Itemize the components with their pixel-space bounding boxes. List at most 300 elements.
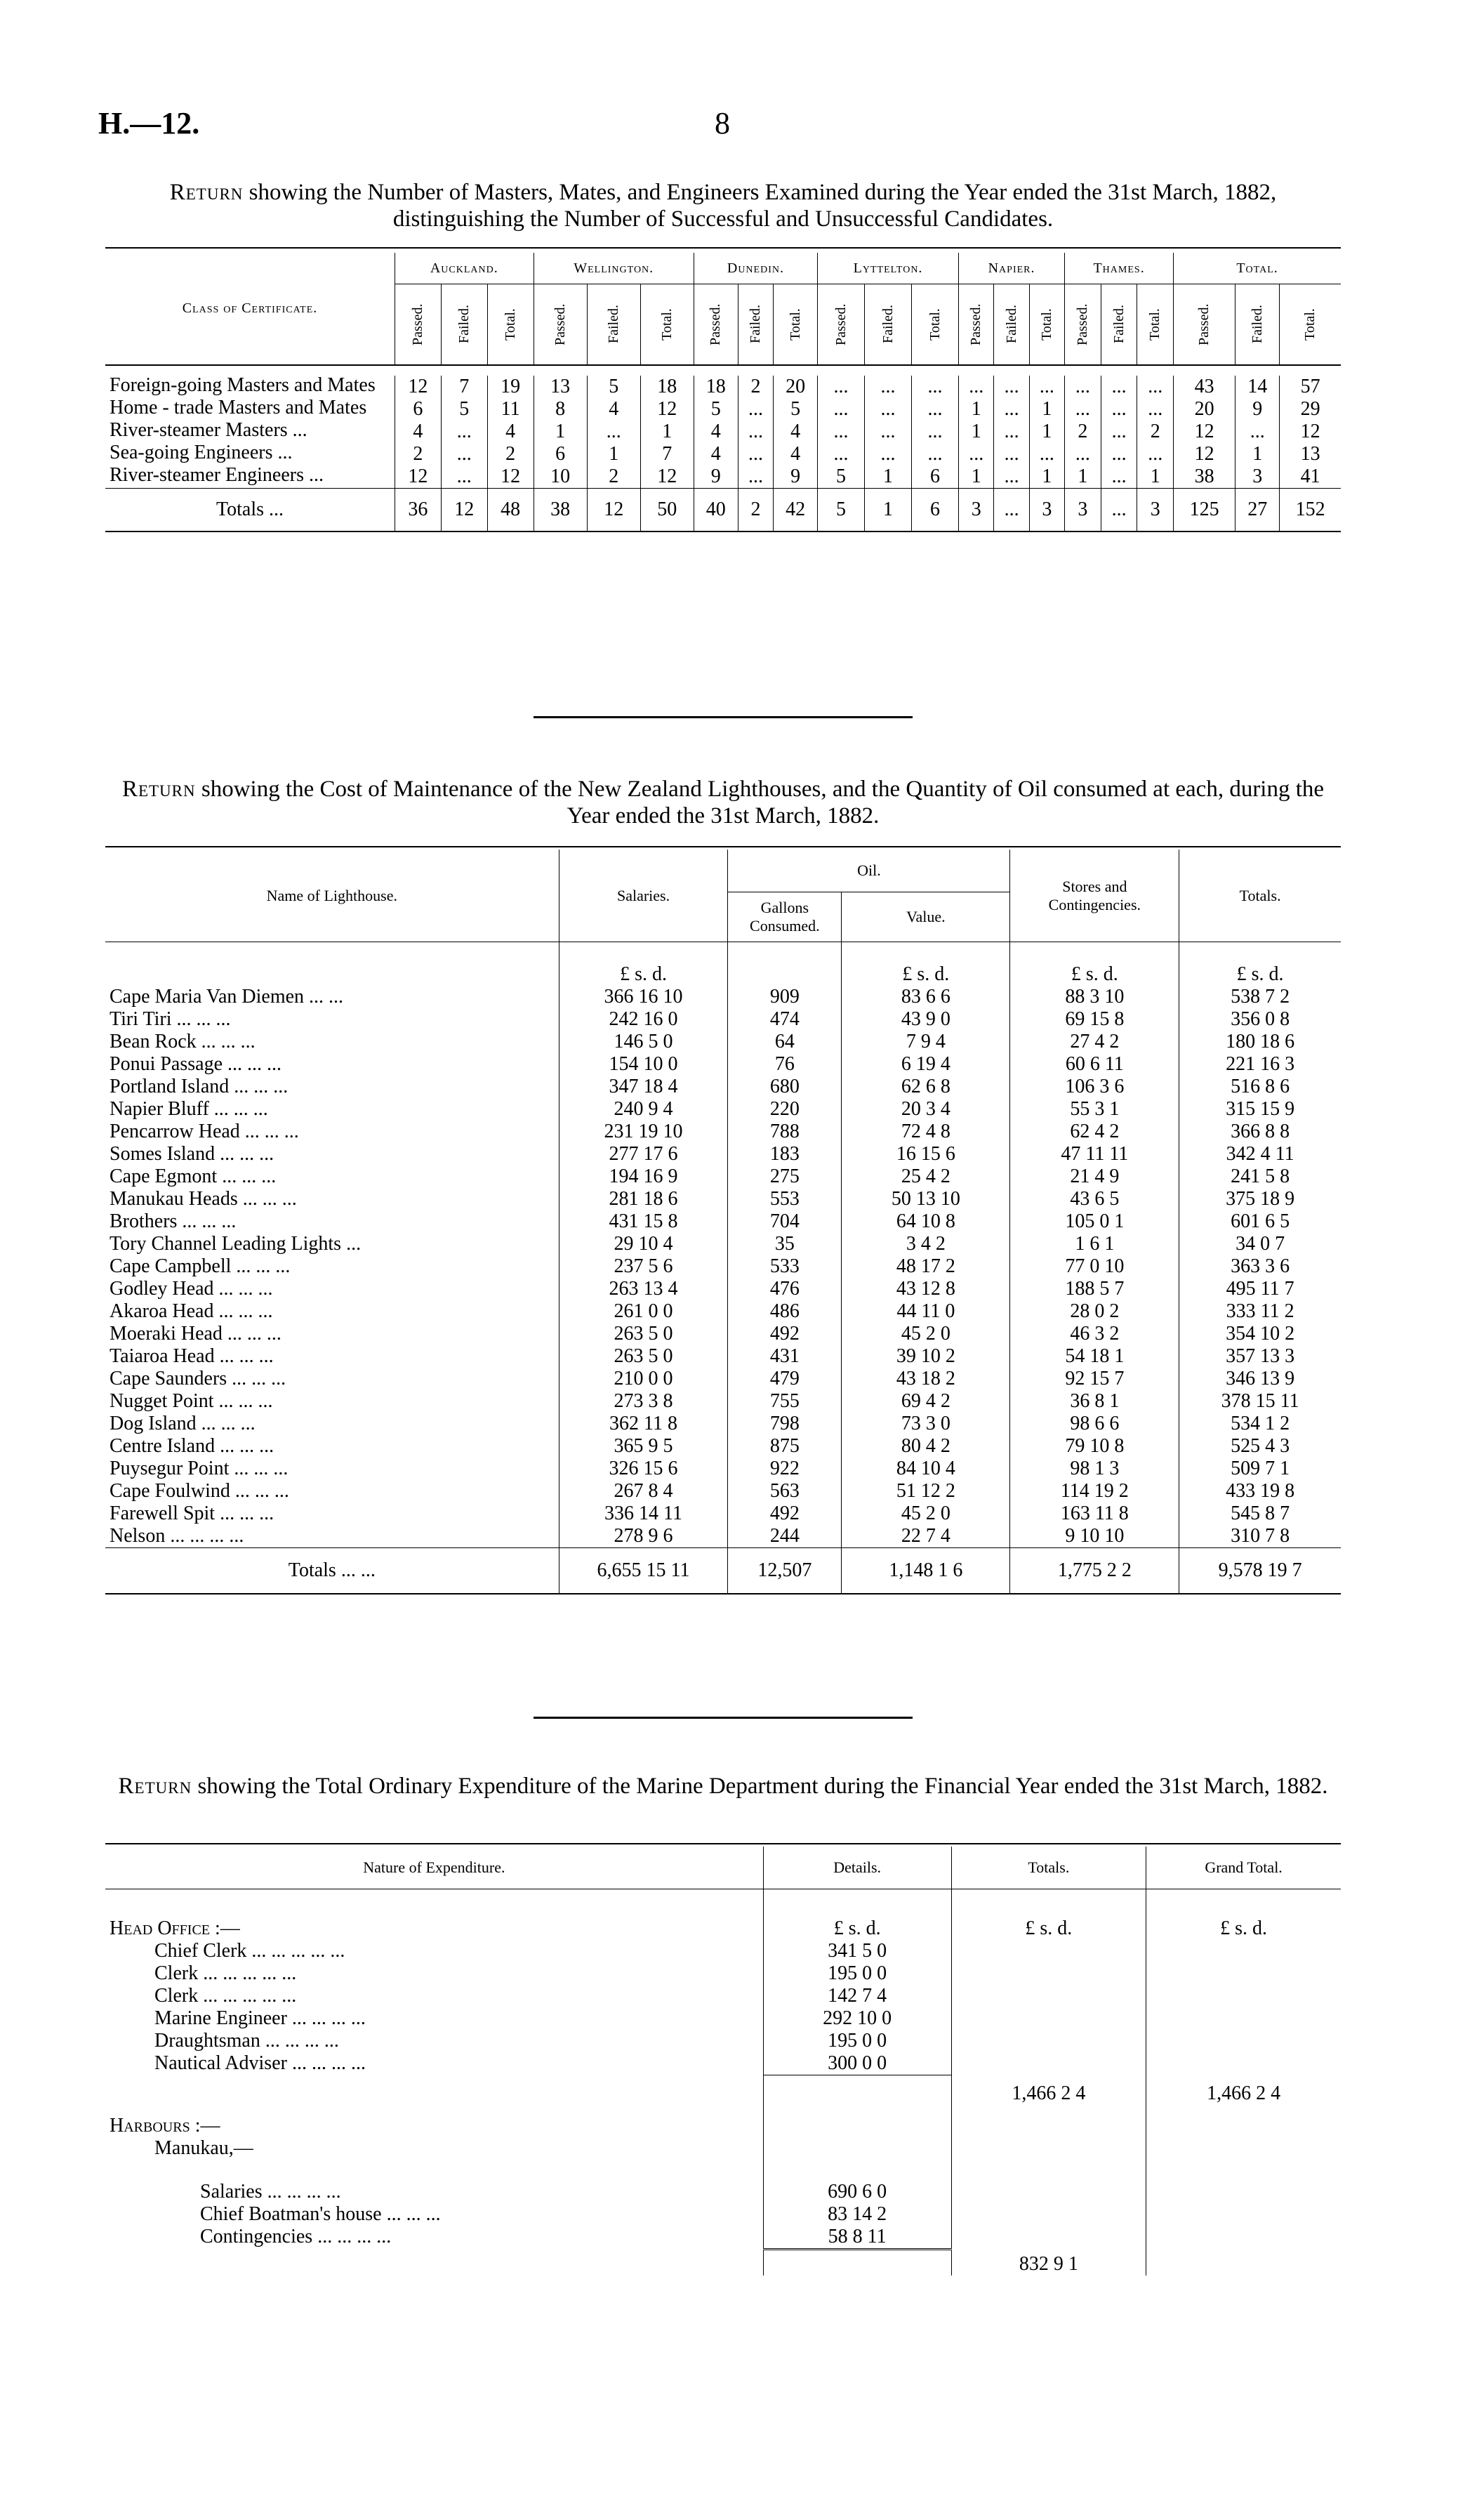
head-office-total-row (105, 2075, 1341, 2105)
oil-value-cell: 39 10 2 (842, 1345, 1010, 1368)
salaries-cell: 263 5 0 (559, 1345, 728, 1368)
salaries-cell: 240 9 4 (559, 1098, 728, 1121)
table-row (105, 1940, 1341, 1962)
sub-header (1101, 284, 1137, 366)
cell: ... (1101, 398, 1137, 421)
cell: 4 (587, 398, 640, 421)
expense-label: Clerk ... ... ... ... ... (154, 1985, 297, 2007)
cell: 8 (534, 398, 587, 421)
sub-header (774, 284, 818, 366)
table-row (105, 1368, 1341, 1390)
stores-cell: 60 6 11 (1010, 1053, 1179, 1076)
oil-value-cell: 16 15 6 (842, 1143, 1010, 1166)
sub-header (395, 284, 442, 366)
blank (1146, 2030, 1341, 2052)
table-row (105, 2052, 1341, 2075)
cell: 1 (865, 465, 912, 489)
stores-cell: 188 5 7 (1010, 1278, 1179, 1300)
total-cell: 538 7 2 (1179, 986, 1341, 1008)
sub-header (640, 284, 694, 366)
cell: ... (738, 421, 773, 443)
stores-cell: 36 8 1 (1010, 1390, 1179, 1413)
cell: 19 (487, 376, 534, 398)
stores-cell: 77 0 10 (1010, 1255, 1179, 1278)
table-row (105, 1458, 1341, 1480)
table-row (105, 1076, 1341, 1098)
cell: ... (1029, 443, 1064, 465)
sub-header-text: Passed. (968, 303, 984, 345)
cell: 14 (1235, 376, 1280, 398)
sub-header (1029, 284, 1064, 366)
totals-header: Totals. (951, 1847, 1146, 1889)
harbours-total: 832 9 1 (951, 2249, 1146, 2276)
class-label: River-steamer Engineers ... (110, 464, 324, 486)
cell: 18 (640, 376, 694, 398)
salaries-cell: 154 10 0 (559, 1053, 728, 1076)
cell: ... (959, 443, 994, 465)
sub-header-text: Total. (927, 308, 943, 341)
blank (1146, 2203, 1341, 2226)
blank (951, 2052, 1146, 2075)
lighthouse-name: Cape Egmont ... ... ... (110, 1166, 277, 1187)
details-cell: 300 0 0 (763, 2052, 951, 2075)
table-row (105, 1255, 1341, 1278)
sub-header-text: Failed. (1111, 305, 1127, 344)
totals-row (105, 489, 1341, 532)
table-row (105, 1143, 1341, 1166)
manukau-row (105, 2137, 1341, 2160)
sub-header-text: Passed. (1074, 303, 1090, 345)
table-row (105, 1413, 1341, 1435)
total-cell: 12,507 (728, 1548, 842, 1594)
stores-cell: 27 4 2 (1010, 1031, 1179, 1053)
lighthouse-name: Portland Island ... ... ... (110, 1076, 289, 1097)
blank (951, 2105, 1146, 2137)
cell: 1 (1029, 398, 1064, 421)
cell: ... (912, 421, 959, 443)
sub-header-text: Passed. (1196, 303, 1212, 345)
cell: 2 (1065, 421, 1101, 443)
table-row (105, 1985, 1341, 2007)
salaries-cell: 365 9 5 (559, 1435, 728, 1458)
gallons-cell: 220 (728, 1098, 842, 1121)
port-header: Napier. (959, 253, 1065, 284)
cell: 12 (395, 376, 442, 398)
gallons-cell: 755 (728, 1390, 842, 1413)
blank (951, 2137, 1146, 2160)
sub-header-text: Passed. (552, 303, 568, 345)
totals-label: Totals ... ... (105, 1548, 559, 1594)
blank (1146, 1962, 1341, 1985)
cell: 29 (1280, 398, 1341, 421)
oil-value-cell: 22 7 4 (842, 1525, 1010, 1548)
expense-label: Nautical Adviser ... ... ... ... (154, 2052, 366, 2074)
stores-cell: 1 6 1 (1010, 1233, 1179, 1255)
cell: 12 (395, 465, 442, 489)
stores-cell: 69 15 8 (1010, 1008, 1179, 1031)
cell: ... (1065, 443, 1101, 465)
sub-header-text: Failed. (1003, 305, 1019, 344)
cell: 1 (1065, 465, 1101, 489)
oil-value-cell: 3 4 2 (842, 1233, 1010, 1255)
table-row (105, 1503, 1341, 1525)
oil-value-cell: 25 4 2 (842, 1166, 1010, 1188)
cell: 1 (959, 398, 994, 421)
salaries-cell: 366 16 10 (559, 986, 728, 1008)
salaries-cell: 362 11 8 (559, 1413, 728, 1435)
details-cell: 341 5 0 (763, 1940, 951, 1962)
sub-header-text: Total. (502, 308, 518, 341)
gallons-cell: 922 (728, 1458, 842, 1480)
lighthouse-name: Akaroa Head ... ... ... (110, 1300, 273, 1322)
lighthouse-name: Brothers ... ... ... (110, 1210, 237, 1232)
table-row (105, 1053, 1341, 1076)
expense-label: Clerk ... ... ... ... ... (154, 1962, 297, 1984)
table-row (105, 1435, 1341, 1458)
total-cell: 12 (441, 489, 487, 532)
nature-header: Nature of Expenditure. (105, 1847, 763, 1889)
salaries-cell: 431 15 8 (559, 1210, 728, 1233)
cell: ... (959, 376, 994, 398)
total-cell: 9,578 19 7 (1179, 1548, 1341, 1594)
sub-header (441, 284, 487, 366)
cell: 12 (640, 398, 694, 421)
sub-header (487, 284, 534, 366)
cell: 9 (694, 465, 738, 489)
total-cell: 221 16 3 (1179, 1053, 1341, 1076)
blank (1146, 2226, 1341, 2250)
cell: 38 (1174, 465, 1235, 489)
salaries-cell: 242 16 0 (559, 1008, 728, 1031)
lighthouse-name: Pencarrow Head ... ... ... (110, 1121, 299, 1142)
cell: ... (1137, 443, 1174, 465)
lighthouse-name: Taiaroa Head ... ... ... (110, 1345, 274, 1367)
total-cell: 509 7 1 (1179, 1458, 1341, 1480)
lighthouse-name: Nelson ... ... ... ... (110, 1525, 244, 1547)
cell: 2 (395, 443, 442, 465)
lighthouse-name: Napier Bluff ... ... ... (110, 1098, 268, 1120)
salaries-header: Salaries. (559, 850, 728, 942)
total-cell: 12 (587, 489, 640, 532)
oil-value-cell: 6 19 4 (842, 1053, 1010, 1076)
total-cell: 375 18 9 (1179, 1188, 1341, 1210)
cell: ... (865, 421, 912, 443)
table-row (105, 1525, 1341, 1548)
blank (951, 1962, 1146, 1985)
separator-rule-2 (534, 1717, 913, 1719)
cell: 1 (534, 421, 587, 443)
total-cell: 5 (818, 489, 865, 532)
class-label: River-steamer Masters ... (110, 419, 307, 441)
total-cell: ... (994, 489, 1029, 532)
gallons-cell: 533 (728, 1255, 842, 1278)
total-cell: 525 4 3 (1179, 1435, 1341, 1458)
table-row (105, 1962, 1341, 1985)
sub-header-text: Total. (1038, 308, 1054, 341)
oil-value-cell: 48 17 2 (842, 1255, 1010, 1278)
cell: 7 (640, 443, 694, 465)
total-cell: 363 3 6 (1179, 1255, 1341, 1278)
lighthouse-name: Moeraki Head ... ... ... (110, 1323, 281, 1345)
totals-label: Totals ... (105, 489, 395, 532)
table-row (105, 2030, 1341, 2052)
details-cell: 690 6 0 (763, 2181, 951, 2203)
sub-header (1235, 284, 1280, 366)
cell: ... (818, 376, 865, 398)
details-cell: 195 0 0 (763, 2030, 951, 2052)
name-header: Name of Lighthouse. (105, 850, 559, 942)
lighthouse-name: Dog Island ... ... ... (110, 1413, 256, 1434)
salaries-cell: 273 3 8 (559, 1390, 728, 1413)
blank (105, 2249, 763, 2276)
total-cell: 433 19 8 (1179, 1480, 1341, 1503)
gallons-cell: 275 (728, 1166, 842, 1188)
expense-label: Contingencies ... ... ... ... (200, 2225, 392, 2247)
blank (951, 2181, 1146, 2203)
units-row (105, 942, 1341, 986)
total-cell: 545 8 7 (1179, 1503, 1341, 1525)
total-cell: 180 18 6 (1179, 1031, 1341, 1053)
stores-cell: 9 10 10 (1010, 1525, 1179, 1548)
lighthouse-name: Cape Maria Van Diemen ... ... (110, 986, 344, 1008)
cell: ... (1065, 376, 1101, 398)
cell: ... (912, 376, 959, 398)
oil-value-cell: 7 9 4 (842, 1031, 1010, 1053)
header-row (105, 850, 1341, 892)
total-cell: 48 (487, 489, 534, 532)
table-row (105, 376, 1341, 398)
cell: 5 (774, 398, 818, 421)
details-cell: 142 7 4 (763, 1985, 951, 2007)
total-cell: 38 (534, 489, 587, 532)
stores-cell: 106 3 6 (1010, 1076, 1179, 1098)
table-row (105, 1390, 1341, 1413)
cell: ... (587, 421, 640, 443)
cell: ... (1101, 443, 1137, 465)
total-cell: 42 (774, 489, 818, 532)
table-row (105, 2203, 1341, 2226)
salaries-cell: 281 18 6 (559, 1188, 728, 1210)
class-label: Home - trade Masters and Mates (110, 397, 367, 418)
blank (1146, 1940, 1341, 1962)
total-cell: 601 6 5 (1179, 1210, 1341, 1233)
blank (763, 2249, 951, 2276)
details-cell: 195 0 0 (763, 1962, 951, 1985)
table-row (105, 1166, 1341, 1188)
total-cell: 50 (640, 489, 694, 532)
gallons-cell: 35 (728, 1233, 842, 1255)
header-row (105, 1847, 1341, 1889)
port-header: Thames. (1065, 253, 1174, 284)
salaries-cell: 29 10 4 (559, 1233, 728, 1255)
sub-header (959, 284, 994, 366)
cell: 1 (1029, 465, 1064, 489)
cell: ... (1137, 376, 1174, 398)
lighthouse-name: Puysegur Point ... ... ... (110, 1458, 289, 1479)
cell: 4 (395, 421, 442, 443)
table-row (105, 1121, 1341, 1143)
total-cell: 342 4 11 (1179, 1143, 1341, 1166)
sub-header-text: Failed. (605, 305, 621, 344)
units-label (728, 942, 842, 986)
port-header: Wellington. (534, 253, 694, 284)
sub-header (694, 284, 738, 366)
stores-cell: 21 4 9 (1010, 1166, 1179, 1188)
table-row (105, 986, 1341, 1008)
sub-header-text: Failed. (747, 305, 763, 344)
table-row (105, 1323, 1341, 1345)
sub-header-text: Total. (1147, 308, 1163, 341)
salaries-cell: 146 5 0 (559, 1031, 728, 1053)
salaries-cell: 261 0 0 (559, 1300, 728, 1323)
oil-value-cell: 43 9 0 (842, 1008, 1010, 1031)
cell: ... (738, 465, 773, 489)
oil-value-cell: 69 4 2 (842, 1390, 1010, 1413)
stores-header: Stores and Contingencies. (1010, 850, 1179, 942)
oil-value-cell: 62 6 8 (842, 1076, 1010, 1098)
total-cell: 6,655 15 11 (559, 1548, 728, 1594)
cell: 12 (640, 465, 694, 489)
total-cell: 3 (1029, 489, 1064, 532)
stores-cell: 105 0 1 (1010, 1210, 1179, 1233)
cell: 6 (395, 398, 442, 421)
cell: ... (738, 443, 773, 465)
table2-title (105, 776, 1341, 829)
cell: 11 (487, 398, 534, 421)
cell: 1 (640, 421, 694, 443)
gallons-cell: 64 (728, 1031, 842, 1053)
stores-cell: 54 18 1 (1010, 1345, 1179, 1368)
gallons-cell: 553 (728, 1188, 842, 1210)
lighthouse-name: Godley Head ... ... ... (110, 1278, 273, 1300)
lighthouse-name: Tiri Tiri ... ... ... (110, 1008, 231, 1030)
expense-label: Salaries ... ... ... ... (200, 2180, 341, 2203)
cell: 1 (959, 421, 994, 443)
expense-label: Draughtsman ... ... ... ... (154, 2030, 339, 2052)
blank (951, 1940, 1146, 1962)
total-cell: 3 (959, 489, 994, 532)
units-label: £ s. d. (763, 1917, 951, 1940)
stores-cell: 92 15 7 (1010, 1368, 1179, 1390)
total-cell: 366 8 8 (1179, 1121, 1341, 1143)
oil-value-cell: 72 4 8 (842, 1121, 1010, 1143)
blank (951, 2226, 1146, 2250)
gallons-cell: 479 (728, 1368, 842, 1390)
table3-title-lead: Return (118, 1774, 192, 1799)
cell: 2 (738, 376, 773, 398)
cell: 4 (774, 443, 818, 465)
oil-value-cell: 51 12 2 (842, 1480, 1010, 1503)
total-cell: ... (1101, 489, 1137, 532)
salaries-cell: 326 15 6 (559, 1458, 728, 1480)
gallons-cell: 244 (728, 1525, 842, 1548)
sub-header (818, 284, 865, 366)
total-cell: 354 10 2 (1179, 1323, 1341, 1345)
port-header: Auckland. (395, 253, 534, 284)
head-office-total: 1,466 2 4 (951, 2075, 1146, 2105)
total-cell: 125 (1174, 489, 1235, 532)
blank (951, 2030, 1146, 2052)
lighthouse-name: Farewell Spit ... ... ... (110, 1503, 274, 1524)
class-label: Foreign-going Masters and Mates (110, 374, 376, 396)
class-label: Sea-going Engineers ... (110, 442, 293, 463)
units-label: £ s. d. (1010, 942, 1179, 986)
details-cell: 292 10 0 (763, 2007, 951, 2030)
cell: 57 (1280, 376, 1341, 398)
cell: ... (441, 465, 487, 489)
cell: ... (994, 421, 1029, 443)
units-label: £ s. d. (1179, 942, 1341, 986)
sub-header-text: Failed. (1249, 305, 1265, 344)
total-cell: 1,148 1 6 (842, 1548, 1010, 1594)
cell: 7 (441, 376, 487, 398)
total-cell: 3 (1137, 489, 1174, 532)
table-row (105, 1098, 1341, 1121)
sub-header-text: Passed. (833, 303, 849, 345)
totals-header: Totals. (1179, 850, 1341, 942)
gallons-cell: 474 (728, 1008, 842, 1031)
salaries-cell: 263 13 4 (559, 1278, 728, 1300)
sub-header (994, 284, 1029, 366)
gallons-header: Gallons Consumed. (728, 892, 842, 942)
cell: ... (994, 376, 1029, 398)
cell: ... (865, 376, 912, 398)
cell: ... (441, 443, 487, 465)
table-row (105, 421, 1341, 443)
cell: 2 (487, 443, 534, 465)
port-header: Lyttelton. (818, 253, 959, 284)
sub-header (738, 284, 773, 366)
cell: 10 (534, 465, 587, 489)
table-row (105, 1278, 1341, 1300)
cell: ... (1137, 398, 1174, 421)
oil-value-cell: 20 3 4 (842, 1098, 1010, 1121)
blank (105, 942, 559, 986)
total-cell: 241 5 8 (1179, 1166, 1341, 1188)
table-row (105, 398, 1341, 421)
expense-label: Marine Engineer ... ... ... ... (154, 2007, 366, 2029)
cell: ... (994, 443, 1029, 465)
cell: 4 (694, 443, 738, 465)
lighthouse-name: Cape Foulwind ... ... ... (110, 1480, 289, 1502)
lighthouse-name: Ponui Passage ... ... ... (110, 1053, 281, 1075)
cell: 12 (487, 465, 534, 489)
gallons-cell: 492 (728, 1323, 842, 1345)
gallons-cell: 431 (728, 1345, 842, 1368)
grand-total-header: Grand Total. (1146, 1847, 1341, 1889)
stores-cell: 88 3 10 (1010, 986, 1179, 1008)
cell: 12 (1174, 421, 1235, 443)
cell: ... (912, 398, 959, 421)
value-header: Value. (842, 892, 1010, 942)
blank (1146, 1985, 1341, 2007)
oil-value-cell: 83 6 6 (842, 986, 1010, 1008)
totals-row (105, 1548, 1341, 1594)
table1-top-rule (105, 247, 1341, 249)
table-row (105, 1480, 1341, 1503)
details-cell: 83 14 2 (763, 2203, 951, 2226)
cell: 1 (1029, 421, 1064, 443)
cell: 20 (774, 376, 818, 398)
total-cell: 34 0 7 (1179, 1233, 1341, 1255)
lighthouse-name: Somes Island ... ... ... (110, 1143, 274, 1165)
oil-value-cell: 43 12 8 (842, 1278, 1010, 1300)
cell: 9 (774, 465, 818, 489)
table-row (105, 1031, 1341, 1053)
blank (1146, 2181, 1341, 2203)
sub-header-text: Total. (787, 308, 803, 341)
total-cell: 516 8 6 (1179, 1076, 1341, 1098)
